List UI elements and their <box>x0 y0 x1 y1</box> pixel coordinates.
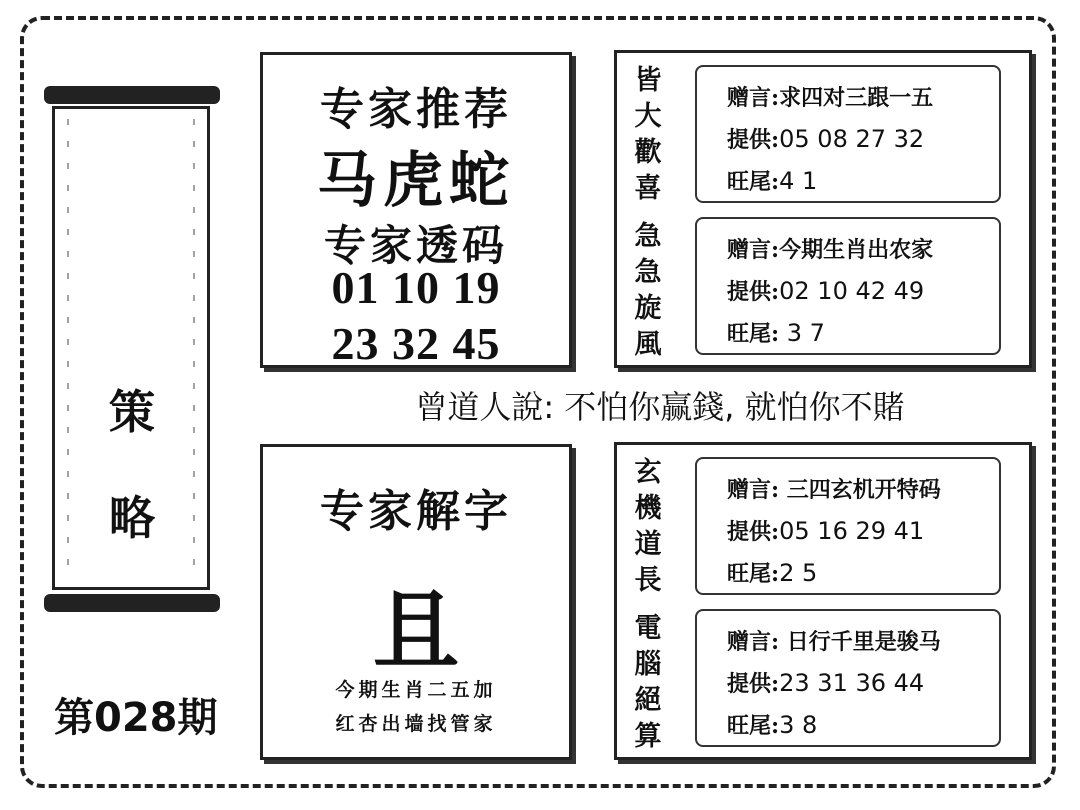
provide-row <box>727 515 924 546</box>
side-label-b <box>631 219 665 363</box>
side-char: 皆 <box>634 65 662 96</box>
expert-word-puzzle-panel <box>260 444 572 760</box>
gift-row <box>727 473 941 504</box>
provide-label: 提供: <box>727 519 780 545</box>
expert-recommend-panel <box>260 52 572 368</box>
tip-card <box>695 217 1001 355</box>
gift-row <box>727 233 933 264</box>
word-riddle-line-1: 今期生肖二五加 <box>335 679 497 701</box>
gift-label: 赠言: <box>727 237 780 263</box>
gift-label: 赠言: <box>727 477 780 503</box>
tip-card <box>695 65 1001 203</box>
tail-numbers: 3 8 <box>779 711 818 739</box>
word-title: 专家解字 <box>320 486 512 537</box>
side-char: 腦 <box>634 649 662 680</box>
tail-row <box>727 557 817 588</box>
side-label-b <box>631 611 665 755</box>
side-char: 風 <box>634 329 662 360</box>
recommend-title: 专家推荐 <box>320 84 512 135</box>
recommend-zodiac: 马虎蛇 <box>317 146 515 216</box>
side-char: 急 <box>634 257 662 288</box>
provide-numbers: 05 16 29 41 <box>779 517 925 545</box>
scroll-top-rod <box>44 86 220 104</box>
gift-label: 赠言: <box>727 629 780 655</box>
tail-label: 旺尾: <box>727 321 780 347</box>
tail-label: 旺尾: <box>727 169 780 195</box>
word-riddle-line-2: 红杏出墙找管家 <box>335 713 497 735</box>
bottom-right-tips-panel <box>614 442 1032 760</box>
recommend-numbers-line-2: 23 32 45 <box>331 318 501 369</box>
gift-row <box>727 81 933 112</box>
side-char: 長 <box>634 565 662 596</box>
side-char: 電 <box>634 613 662 644</box>
gift-row <box>727 625 941 656</box>
side-char: 機 <box>634 493 662 524</box>
issue-number: 第028期 <box>54 695 218 741</box>
side-char: 算 <box>634 721 662 752</box>
tip-card <box>695 609 1001 747</box>
side-char: 急 <box>634 221 662 252</box>
provide-label: 提供: <box>727 127 780 153</box>
tail-label: 旺尾: <box>727 713 780 739</box>
tail-numbers: 4 1 <box>779 167 818 195</box>
tail-label: 旺尾: <box>727 561 780 587</box>
tip-card <box>695 457 1001 595</box>
motto-text: 曾道人說: 不怕你赢錢, 就怕你不賭 <box>415 388 905 426</box>
gift-text: 求四对三跟一五 <box>779 85 934 111</box>
provide-label: 提供: <box>727 671 780 697</box>
gift-text: 三四玄机开特码 <box>779 477 941 503</box>
gift-text: 日行千里是骏马 <box>779 629 941 655</box>
provide-row <box>727 275 924 306</box>
recommend-numbers-line-1: 01 10 19 <box>331 262 501 313</box>
side-char: 旋 <box>634 293 662 324</box>
gift-text: 今期生肖出农家 <box>779 237 934 263</box>
provide-label: 提供: <box>727 279 780 305</box>
tail-numbers: 2 5 <box>779 559 818 587</box>
gift-label: 赠言: <box>727 85 780 111</box>
tail-row <box>727 709 817 740</box>
top-right-tips-panel <box>614 50 1032 368</box>
tail-row <box>727 165 817 196</box>
provide-numbers: 23 31 36 44 <box>779 669 925 697</box>
side-label-a <box>631 455 665 599</box>
tail-numbers: 3 7 <box>779 319 825 347</box>
provide-row <box>727 123 924 154</box>
side-char: 絕 <box>634 685 662 716</box>
side-char: 歡 <box>634 137 662 168</box>
scroll-char-2: 略 <box>109 491 155 545</box>
provide-numbers: 05 08 27 32 <box>779 125 925 153</box>
side-char: 喜 <box>634 173 662 204</box>
provide-row <box>727 667 924 698</box>
tail-row <box>727 317 825 348</box>
side-char: 玄 <box>634 457 662 488</box>
provide-numbers: 02 10 42 49 <box>779 277 925 305</box>
side-label-a <box>631 63 665 207</box>
scroll-banner <box>44 86 220 612</box>
side-char: 道 <box>634 529 662 560</box>
recommend-subtitle: 专家透码 <box>323 221 508 270</box>
scroll-char-1: 策 <box>109 385 155 439</box>
word-puzzle-char: 且 <box>373 580 459 681</box>
scroll-bottom-rod <box>44 594 220 612</box>
side-char: 大 <box>634 101 662 132</box>
